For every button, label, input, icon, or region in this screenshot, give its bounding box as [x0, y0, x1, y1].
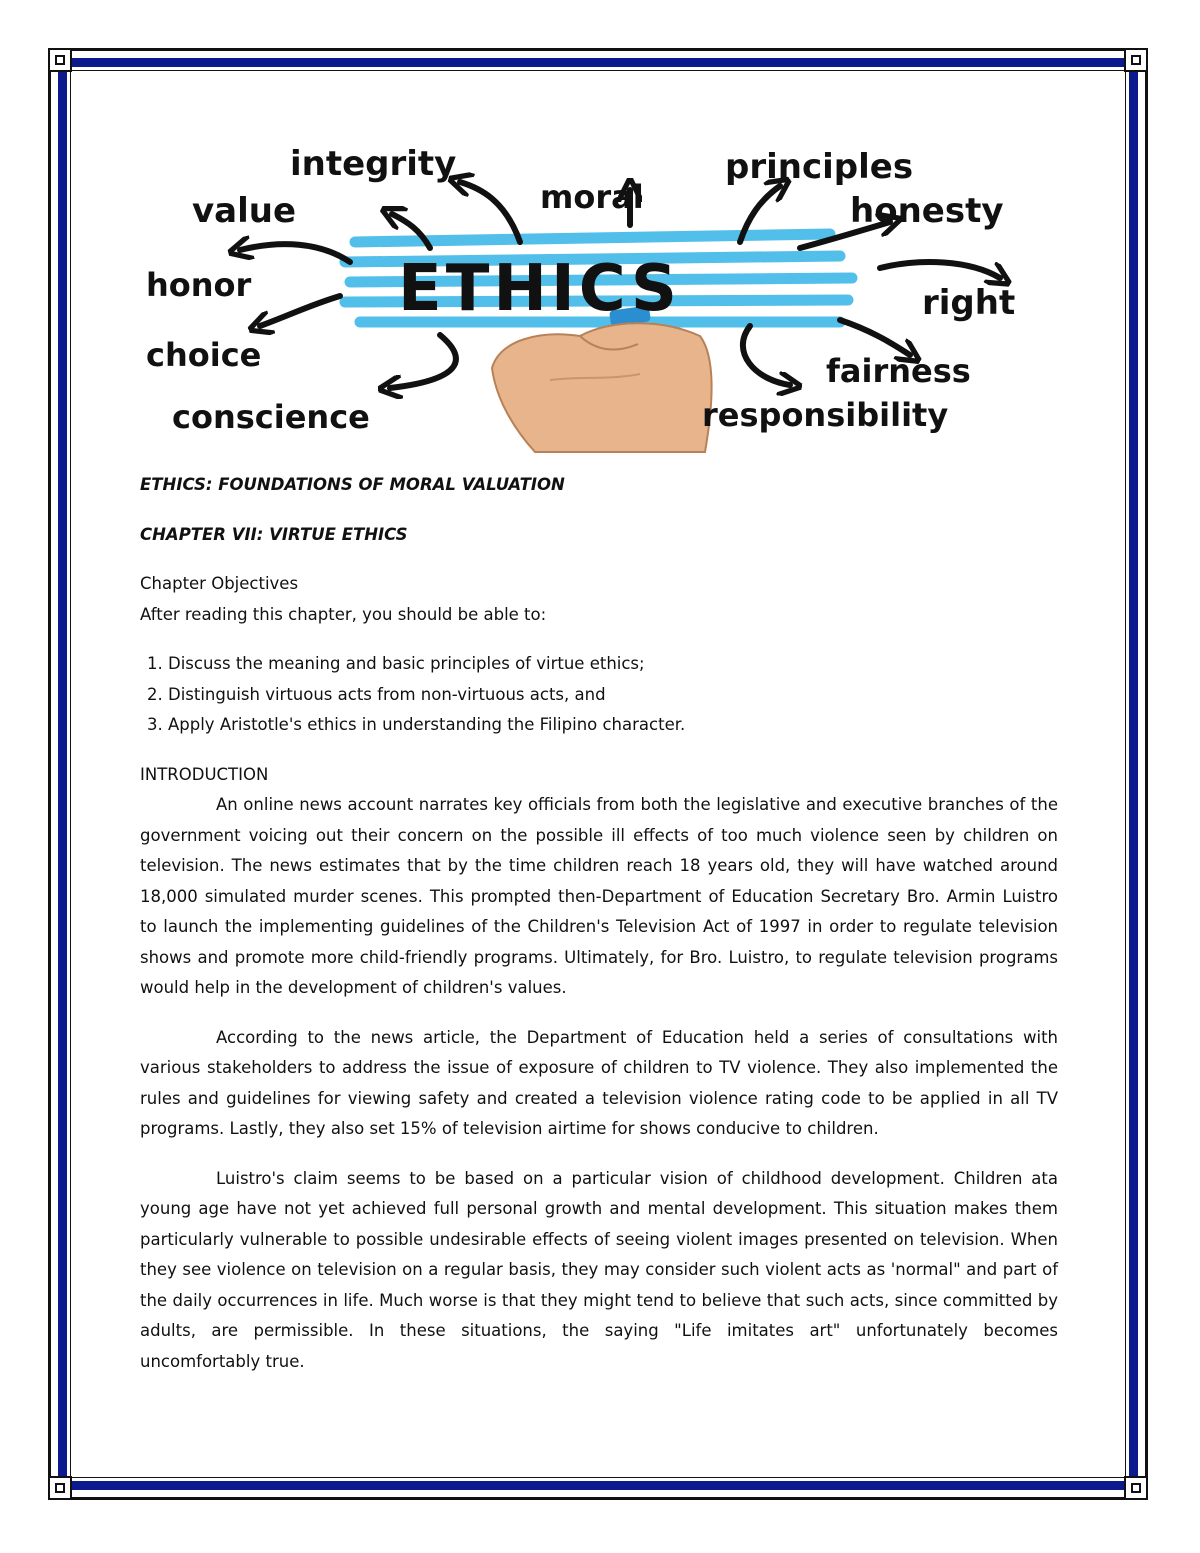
chapter-title: CHAPTER VII: VIRTUE ETHICS [140, 524, 408, 544]
word-integrity: integrity [290, 144, 457, 184]
objectives-list [147, 649, 1058, 741]
word-moral: moral [540, 178, 644, 216]
word-ethics-center: ETHICS [398, 252, 681, 326]
objective-item: 3. Apply Aristotle's ethics in understanding the Filipino character. [147, 715, 686, 734]
word-value: value [192, 191, 297, 231]
word-responsibility: responsibility [702, 396, 949, 434]
word-honesty: honesty [850, 191, 1004, 231]
corner-ornament-bottom-left [48, 1476, 72, 1500]
objectives-heading: Chapter Objectives [140, 574, 299, 593]
word-right: right [922, 283, 1016, 323]
word-choice: choice [146, 336, 262, 374]
document-title: ETHICS: FOUNDATIONS OF MORAL VALUATION [140, 475, 565, 494]
objective-item: 1. Discuss the meaning and basic principles of virtue ethics; [147, 654, 645, 673]
paragraph: An online news account narrates key officials from both the legislative and executive branches of the government voicing out their concern on the possible ill effects of too much violence seen by children on television. The news estimates that by the time children reach 18 years old, they will have watched around 18,000 simulated murder scenes. This prompted then-Department of Education Secretary Bro. Armin Luistro to launch the implementing guidelines of the Children's Television Act of 1997 in order to regulate television shows and promote more child-friendly programs. Ultimately, for Bro. Luistro, to regulate television programs would help in the development of children's values. [140, 795, 1058, 997]
word-principles: principles [725, 147, 914, 187]
paragraph: Luistro's claim seems to be based on a particular vision of childhood development. Children ata young age have not yet achieved full personal growth and mental development. This situation makes them particularly vulnerable to possible undesirable effects of seeing violent images presented on television. When they see violence on television on a regular basis, they may consider such violent acts as 'normal" and part of the daily occurrences in life. Much worse is that they might tend to believe that such acts, since committed by adults, are permissible. In these situations, the saying "Life imitates art" unfortunately becomes uncomfortably true. [140, 1168, 1058, 1371]
objectives-intro: After reading this chapter, you should be able to: [140, 604, 547, 624]
document-body [140, 470, 1058, 1396]
word-honor: honor [146, 266, 252, 304]
corner-ornament-top-left [48, 48, 72, 72]
ethics-word-cloud-image [140, 130, 1090, 460]
paragraph: According to the news article, the Department of Education held a series of consultations with various stakeholders to address the issue of exposure of children to TV violence. They also implemented the rules and guidelines for viewing safety and created a television violence rating code to be applied in all TV programs. Lastly, they also set 15% of television airtime for shows conducive to children. [140, 1027, 1058, 1138]
corner-ornament-bottom-right [1124, 1476, 1148, 1500]
objective-item: 2. Distinguish virtuous acts from non-virtuous acts, and [147, 684, 606, 704]
word-fairness: fairness [826, 352, 971, 390]
corner-ornament-top-right [1124, 48, 1148, 72]
introduction-heading: INTRODUCTION [140, 764, 269, 784]
word-conscience: conscience [172, 398, 370, 436]
